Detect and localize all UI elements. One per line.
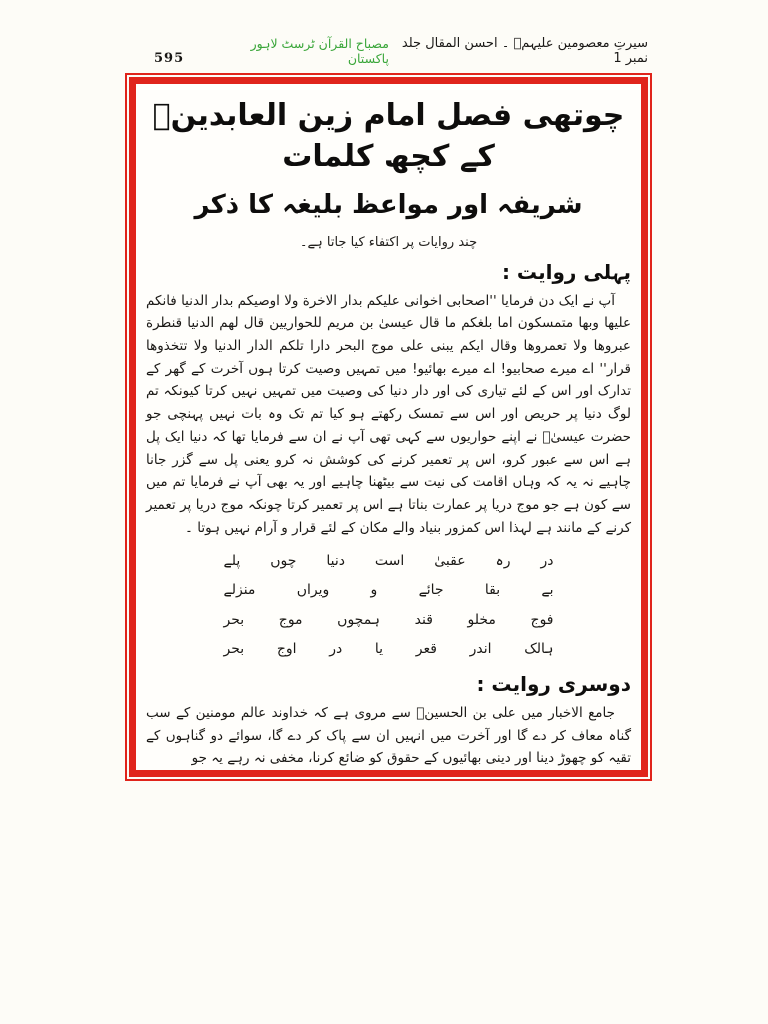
running-head — [128, 36, 648, 66]
heading-second-narration: دوسری روایت : — [476, 671, 631, 696]
poem-line: ہالک اندر قعر یا در اوج بحر — [223, 640, 554, 657]
book-title: سیرتِ معصومین علیہمؑ ۔ احسن المقال جلد نمبر 1 — [401, 36, 648, 66]
persian-poem — [224, 549, 554, 662]
first-narration-text: آپ نے ایک دن فرمایا ''اصحابی اخوانی علیکم بدار الاخرة ولا اوصیکم بدار الدنیا فانکم علیها وبها متمسکون اما بلغکم ما قال عیسیٰ بن مریم للحواریین قال لهم الدنیا قنطرة عبروها ولا تعمروها وقال ایکم یبنی علی موج البحر دارا تلکم الدار الدنیا ولا تتخذوها قرار'' اے میرے صحابیو! اے میرے بھائیو! میں تمہیں وصیت کرتا ہوں آخرت کے گھر کے تدارک اور اس کے لئے تیاری کی اور دار دنیا کی وصیت میں تمہیں نہیں کرتا کیونکہ تم لوگ دنیا پر حریص اور اس سے تمسک رکھتے ہو کیا تم تک وہ بات نہیں پہنچی جو حضرت عیسیٰؑ نے اپنے حواریوں سے کہی تھی آپ نے ان سے فرمایا تھا کہ دنیا ایک پل ہے اس سے عبور کرو، اس پر تعمیر کرنے کی کوشش نہ کرو یعنی پل سے گزر جانا چاہیے نہ یہ کہ وہاں اقامت کی نیت سے بیٹھنا چاہیے اور یہ بھی آپ نے فرمایا تم میں سے کون ہے جو موج دریا پر عمارت بناتا ہے اس پر تعمیر کرتا چونکہ موج دریا پر تعمیر کرنے کے مانند ہے لہذا اس کمزور بنیاد والے مکان کے لئے قرار و آرام نہیں ہوتا ۔ — [146, 292, 631, 536]
content-frame — [129, 77, 648, 777]
second-narration-text: جامع الاخبار میں علی بن الحسینؑ سے مروی ہے کہ خداوند عالم مومنین کے سب گناہ معاف کر دے گا اور آخرت میں انہیں ان سے پاک کر دے گا، سوائے دو گناہوں کے تقیہ کو چھوڑ دینا اور دینی بھائیوں کے حقوق کو ضائع کرنا، مخفی نہ رہے یہ جو — [146, 704, 631, 767]
chapter-title-line2: شریفہ اور مواعظ بلیغہ کا ذکر — [194, 190, 583, 220]
poem-line: فوج مخلو قند ہمچوں موج بحر — [223, 611, 554, 628]
poem-line: بے بقا جائے و ویراں منزلے — [223, 582, 554, 599]
heading-first-narration: پہلی روایت : — [501, 259, 631, 284]
publisher-name: مصباح القرآن ٹرسٹ لاہور پاکستان — [250, 36, 389, 66]
intro-note: چند روایات پر اکتفاء کیا جاتا ہے۔ — [299, 234, 478, 250]
page-number: 595 — [154, 51, 185, 66]
chapter-title-line1: چوتھی فصل امام زین العابدینؑ کے کچھ کلمات — [152, 98, 625, 174]
poem-line: در رہ عقبیٰ است دنیا چوں پلے — [223, 553, 554, 570]
